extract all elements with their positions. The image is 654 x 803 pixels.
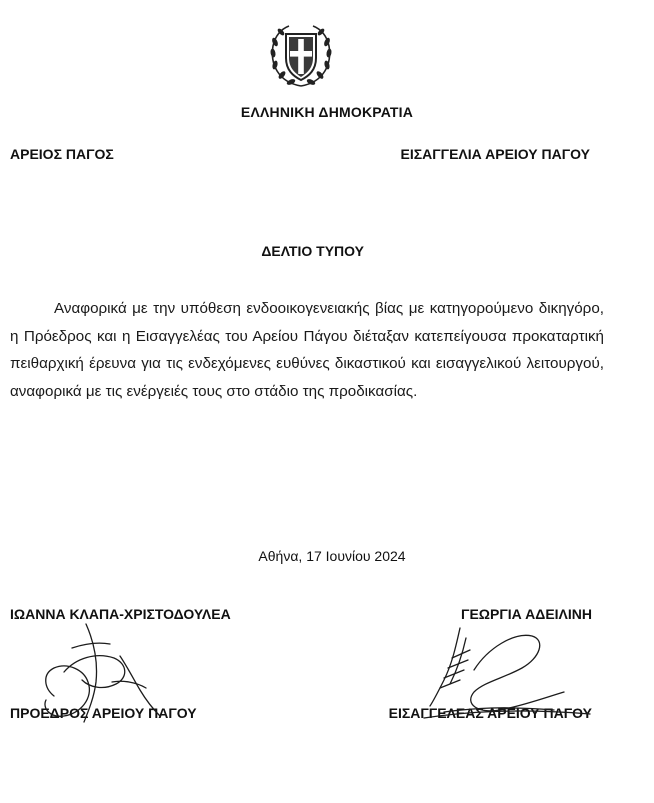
place-and-date: Αθήνα, 17 Ιουνίου 2024	[258, 548, 406, 564]
signatory-left-name: ΙΩΑΝΝΑ ΚΛΑΠΑ-ΧΡΙΣΤΟΔΟΥΛΕΑ	[10, 606, 231, 622]
press-release-body: Αναφορικά με την υπόθεση ενδοοικογενειακής βίας με κατηγορούμενο δικηγόρο, η Πρόεδρος και η Εισαγγελέας του Αρείου Πάγου διέταξαν κατεπείγουσα προκαταρτική πειθαρχική έρευνα για τις ενδεχόμενες ευθύνες δικαστικού και εισαγγελικού λειτουργού, αναφορικά με τις ενέργειές τους στο στάδιο της προδικασίας.	[10, 300, 604, 400]
document-title: ΔΕΛΤΙΟ ΤΥΠΟΥ	[261, 243, 364, 259]
greek-coat-of-arms-icon	[264, 20, 338, 92]
document-title-row	[0, 243, 586, 259]
prosecution-office-label: ΕΙΣΑΓΓΕΛΙΑ ΑΡΕΙΟΥ ΠΑΓΟΥ	[400, 146, 590, 162]
signatory-right-role: ΕΙΣΑΓΓΕΛΕΑΣ ΑΡΕΙΟΥ ΠΑΓΟΥ	[388, 705, 592, 721]
signatory-right-name: ΓΕΩΡΓΙΑ ΑΔΕΙΛΙΝΗ	[461, 606, 592, 622]
republic-heading: ΕΛΛΗΝΙΚΗ ΔΗΜΟΚΡΑΤΙΑ	[240, 104, 414, 120]
supreme-court-label: ΑΡΕΙΟΣ ΠΑΓΟΣ	[10, 146, 114, 162]
signatory-left-role: ΠΡΟΕΔΡΟΣ ΑΡΕΙΟΥ ΠΑΓΟΥ	[10, 705, 197, 721]
